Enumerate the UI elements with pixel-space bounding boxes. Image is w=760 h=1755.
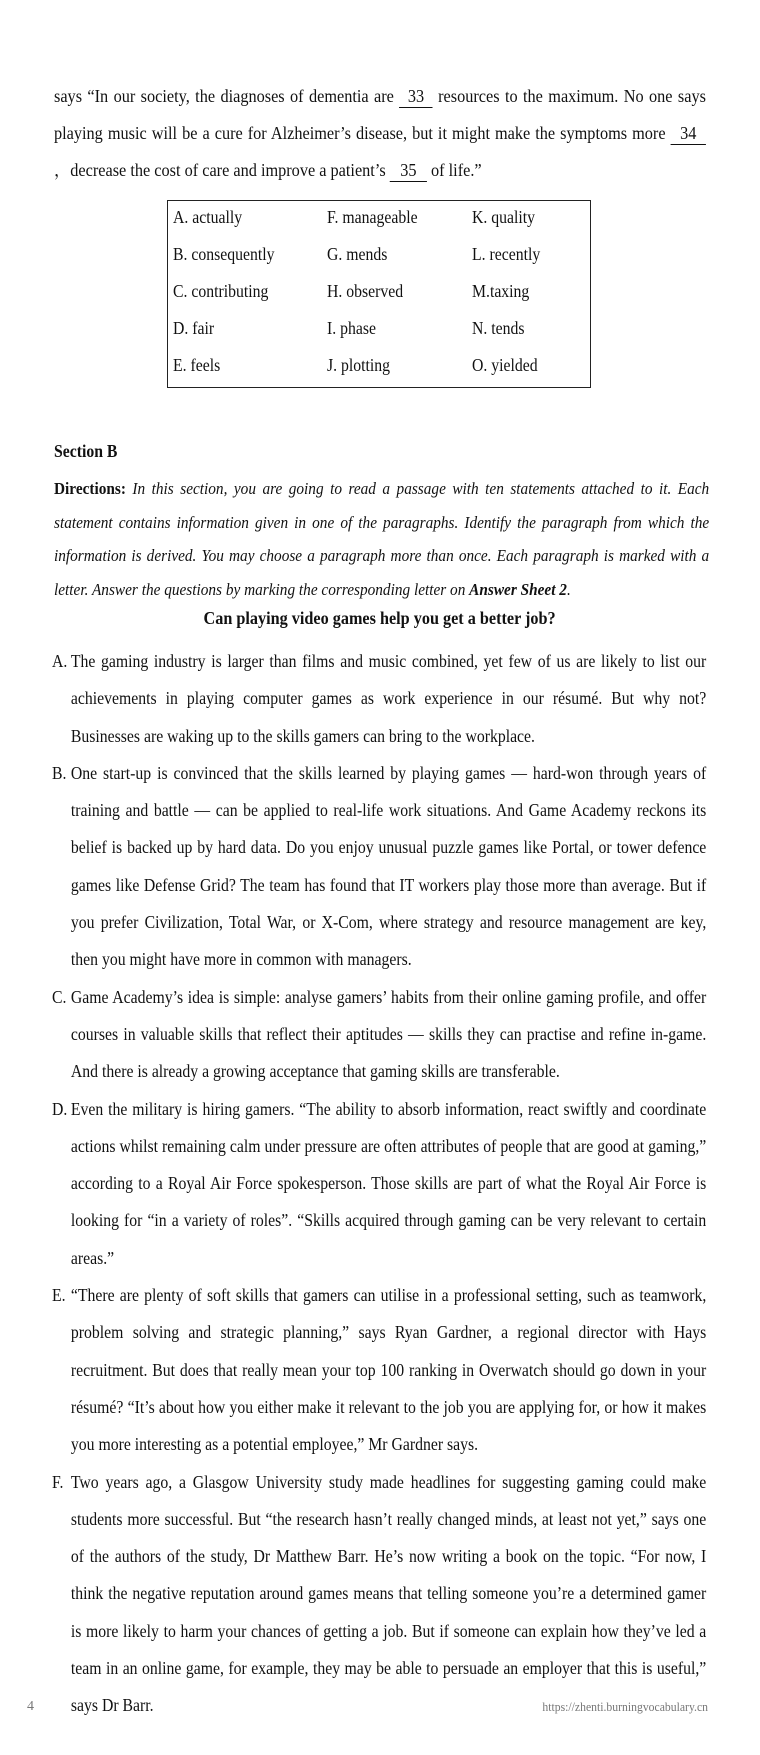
passage-title-wrap	[0, 608, 760, 629]
paragraph-e	[52, 1277, 706, 1463]
word-option: D. fair	[173, 318, 215, 338]
directions-text: In this section, you are going to read a passage with ten statements attached to it. Each statement contains information given in one of the paragraphs. Identify the paragraph from which the information is derived. You may choose a paragraph more than once. Each paragraph is marked with a letter. Answer the questions by marking the corresponding letter on	[54, 479, 710, 599]
passage-title: Can playing video games help you get a better job?	[203, 608, 557, 628]
paragraph-c	[52, 979, 706, 1091]
paragraph-text: “There are plenty of soft skills that gamers can utilise in a professional setting, such as teamwork, problem solving and strategic planning,” says Ryan Gardner, a regional director with Hays recruitment. But does that really mean your top 100 ranking in Overwatch should go down in your résumé? “It’s about how you either make it relevant to the job you are applying for, or how it makes you more interesting as a potential employee,” Mr Gardner says.	[70, 1285, 707, 1455]
paragraph-letter: D.	[52, 1098, 68, 1119]
word-option: N. tends	[472, 318, 525, 338]
directions-period: .	[566, 579, 571, 599]
blank-33: 33	[399, 85, 432, 108]
word-option: M.taxing	[472, 281, 530, 301]
word-bank-box	[167, 200, 591, 388]
intro-text-1: says “In our society, the diagnoses of dementia are	[54, 86, 400, 106]
footer-url: https://zhenti.burningvocabulary.cn	[542, 1699, 708, 1714]
paragraph-f	[52, 1464, 706, 1725]
paragraph-letter: F.	[52, 1471, 64, 1492]
word-option: C. contributing	[173, 281, 269, 301]
paragraph-a	[52, 643, 706, 755]
paragraph-letter: B.	[52, 762, 67, 783]
word-option: L. recently	[472, 244, 541, 264]
word-option: H. observed	[327, 281, 404, 301]
blank-34: 34	[671, 122, 706, 145]
word-option: O. yielded	[472, 355, 538, 375]
word-option: F. manageable	[327, 207, 418, 227]
word-option: A. actually	[173, 207, 243, 227]
paragraph-text: Even the military is hiring gamers. “The ability to absorb information, react swiftly and coordinate actions whilst remaining calm under pressure are often attributes of people that are good at gaming,” according to a Royal Air Force spokesperson. Those skills are part of what the Royal Air Force is looking for “in a variety of roles”. “Skills acquired through gaming can be very relevant to certain areas.”	[70, 1098, 707, 1268]
intro-text-2: resources to the maximum. No one says playing music will be a cure for Alzheimer’s disease, but it might make the symptoms more	[54, 86, 706, 143]
paragraph-text: The gaming industry is larger than films and music combined, yet few of us are likely to list our achievements in playing computer games as work experience in our résumé. But why not? Businesses are waking up to the skills gamers can bring to the workplace.	[70, 651, 707, 746]
intro-text-3: ，decrease the cost of care and improve a patient’s	[54, 160, 390, 180]
paragraph-b	[52, 755, 706, 979]
paragraph-letter: A.	[52, 651, 68, 671]
paragraph-text: Game Academy’s idea is simple: analyse gamers’ habits from their online gaming profile, and offer courses in valuable skills that reflect their aptitudes — skills they can practise and refine in-game. And there is already a growing acceptance that gaming skills are transferable.	[70, 986, 707, 1082]
page-number: 4	[27, 1699, 34, 1714]
paragraph-d	[52, 1091, 706, 1277]
word-option: K. quality	[472, 207, 535, 227]
word-option: G. mends	[327, 244, 388, 264]
section-heading: Section B	[54, 441, 118, 461]
paragraph-text: One start-up is convinced that the skills learned by playing games — hard-won through years of training and battle — can be applied to real-life work situations. And Game Academy reckons its belief is backed up by hard data. Do you enjoy unusual puzzle games like Portal, or tower defence games like Defense Grid? The team has found that IT workers play those more than average. But if you prefer Civilization, Total War, or X-Com, where strategy and resource management are key, then you might have more in common with managers.	[70, 762, 707, 970]
blank-35: 35	[390, 159, 427, 182]
word-option: B. consequently	[173, 244, 275, 264]
word-option: J. plotting	[327, 355, 391, 375]
paragraph-letter: E.	[52, 1285, 66, 1306]
intro-text-4: of life.”	[426, 160, 482, 180]
cloze-passage-ending	[54, 78, 706, 189]
passage-paragraphs	[52, 643, 706, 1725]
directions-label: Directions:	[54, 479, 126, 498]
word-option: E. feels	[173, 355, 221, 375]
paragraph-text: Two years ago, a Glasgow University study made headlines for suggesting gaming could make students more successful. But “the research hasn’t really changed minds, at least not yet,” says one of the authors of the study, Dr Matthew Barr. He’s now writing a book on the topic. “For now, I think the negative reputation around games means that telling someone you’re a determined gamer is more likely to harm your chances of getting a job. But if someone can explain how they’ve led a team in an online game, for example, they may be able to persuade an employer that this is useful,” says Dr Barr.	[70, 1471, 707, 1716]
paragraph-letter: C.	[52, 986, 67, 1007]
word-option: I. phase	[327, 318, 376, 338]
answer-sheet-ref: Answer Sheet 2	[469, 579, 567, 599]
directions-block	[54, 472, 709, 606]
